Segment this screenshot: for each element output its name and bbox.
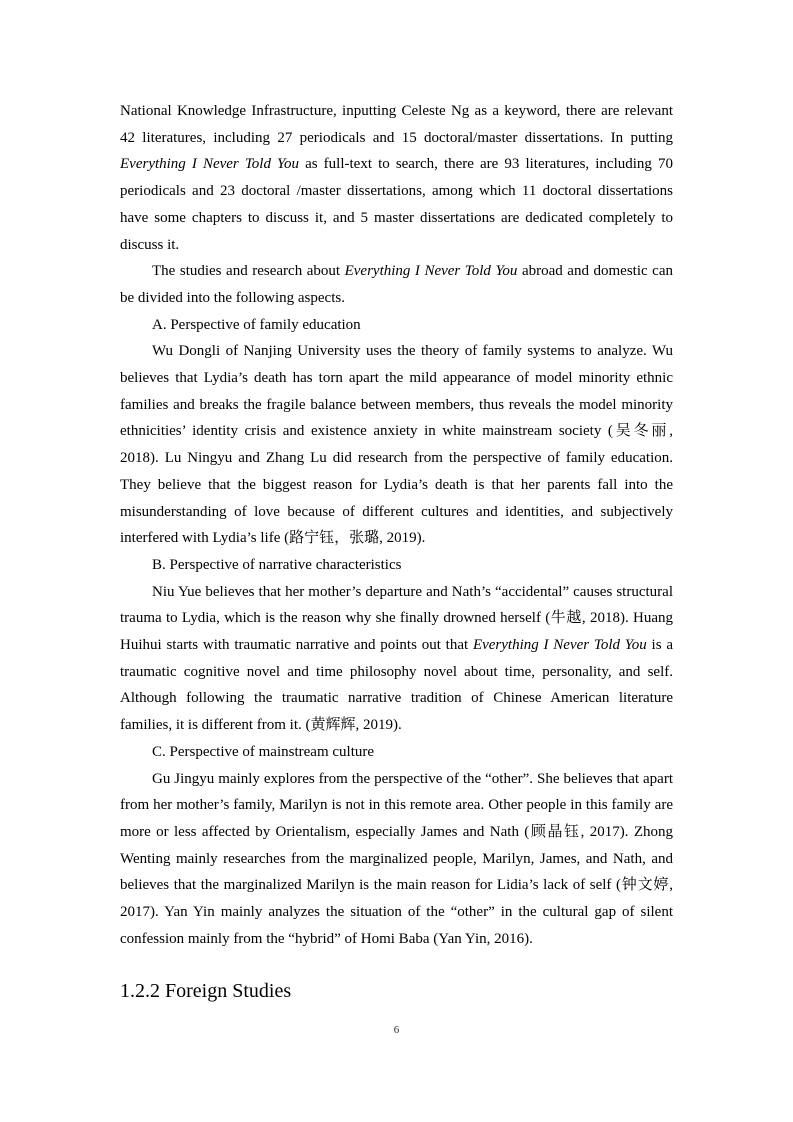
paragraph-narrative	[120, 579, 673, 739]
paragraph-text: Niu Yue believes that her mother’s departure and Nath’s “accidental” causes structural trauma to Lydia, which is the reason why she finally drowned herself (牛越, 2018). Huang Huihui starts with traumatic narrative and points out that	[120, 583, 673, 654]
paragraph-text: abroad and domestic can be divided into the following aspects.	[120, 263, 673, 306]
subheading-mainstream-culture: C. Perspective of mainstream culture	[152, 743, 375, 760]
page-number: 6	[393, 1024, 400, 1036]
paragraph-text: National Knowledge Infrastructure, inputting Celeste Ng as a keyword, there are relevant 42 literatures, including 27 periodicals and 15 doctoral/master dissertations. In putting	[120, 103, 673, 146]
paragraph-text: The studies and research about	[152, 263, 345, 280]
paragraph-mainstream-culture: Gu Jingyu mainly explores from the perspective of the “other”. She believes that apart from her mother’s family, Marilyn is not in this remote area. Other people in this family are more or less affected by Orientalism, especially James and Nath (顾晶钰, 2017). Zhong Wenting mainly researches from the marginalized people, Marilyn, James, and Nath, and believes that the marginalized Marilyn is the main reason for Lidia’s lack of self (钟文婷, 2017). Yan Yin mainly analyzes the situation of the “other” in the cultural gap of silent confession mainly from the “hybrid” of Homi Baba (Yan Yin, 2016).	[120, 770, 673, 947]
paragraph-text: is a traumatic cognitive novel and time philosophy novel about time, personality, and self. Although following the traumatic narrative tradition of Chinese American literature families, it is different from it. (黄辉辉, 2019).	[120, 637, 674, 734]
page-body	[120, 98, 673, 953]
subheading-narrative-characteristics: B. Perspective of narrative characteristics	[152, 556, 402, 573]
paragraph-cnki-search	[120, 98, 673, 258]
subheading-family-education: A. Perspective of family education	[152, 316, 361, 333]
paragraph-family-education: Wu Dongli of Nanjing University uses the theory of family systems to analyze. Wu believes that Lydia’s death has torn apart the mild appearance of model minority ethnic families and breaks the fragile balance between members, thus reveals the model minority ethnicities’ identity crisis and existence anxiety in white mainstream society (吴冬丽, 2018). Lu Ningyu and Zhang Lu did research from the perspective of family education. They believe that the biggest reason for Lydia’s death is that her parents fall into the misunderstanding of love because of different cultures and identities, and subjectively interfered with Lydia’s life (路宁钰，张璐, 2019).	[120, 343, 673, 547]
section-heading: 1.2.2 Foreign Studies	[120, 980, 292, 1002]
paragraph-text: as full-text to search, there are 93 literatures, including 70 periodicals and 23 doctoral /master dissertations, among which 11 doctoral dissertations have some chapters to discuss it, and 5 master dissertations are dedicated completely to discuss it.	[120, 156, 673, 253]
book-title: Everything I Never Told You	[344, 263, 518, 280]
book-title: Everything I Never Told You	[472, 637, 647, 654]
book-title: Everything I Never Told You	[120, 156, 300, 173]
paragraph-aspects-intro	[120, 258, 673, 311]
